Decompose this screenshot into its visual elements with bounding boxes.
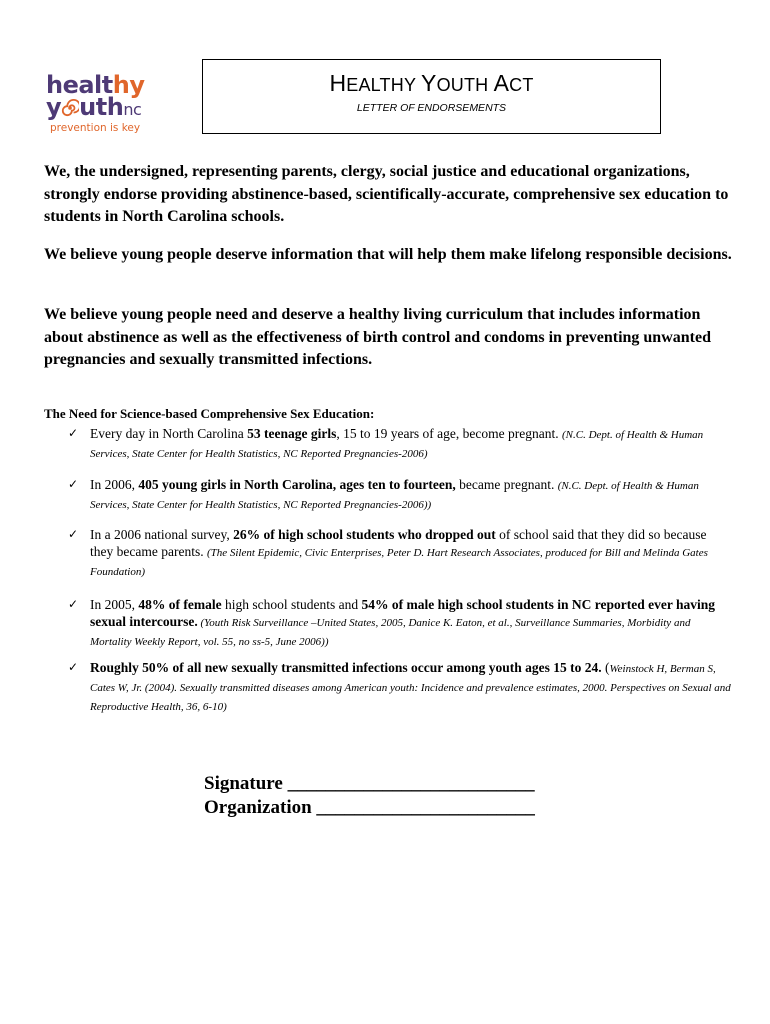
- logo-tagline: prevention is key: [50, 122, 141, 134]
- endorsement-paragraph: We, the undersigned, representing parents, clergy, social justice and educational organizations, strongly endorse providing abstinence-based, scientifically-accurate, comprehensive sex education to students in North Carolina schools.: [44, 163, 729, 225]
- statistic-text: Every day in North Carolina 53 teenage girls, 15 to 19 years of age, become pregnant. (N.C. Dept. of Health & Human Services, State Center for Health Statistics, NC Reported Pregnancies-2006): [90, 426, 704, 460]
- document-subtitle: LETTER OF ENDORSEMENTS: [356, 102, 507, 114]
- citation: (Youth Risk Surveillance –United States, 2005, Danice K. Eaton, et al., Surveillance Summaries, Morbidity and Mortality Weekly Report, vol. 55, no ss-5, June 2006)): [90, 617, 691, 648]
- logo-word-healthy: healthy: [46, 71, 145, 99]
- statistic-item: [68, 425, 732, 463]
- healthy-youth-nc-logo: [46, 73, 176, 137]
- statistic-text: In 2005, 48% of female high school students and 54% of male high school students in NC reported ever having sexual intercourse. (Youth Risk Surveillance –United States, 2005, Danice K. Eaton, et al., Surveillance Summaries, Morbidity and Mortality Weekly Report, vol. 55, no ss-5, June 2006)): [90, 597, 715, 648]
- swirl-icon: [61, 99, 79, 117]
- belief-paragraph-information: We believe young people deserve information that will help them make lifelong responsible decisions.: [44, 246, 732, 263]
- statistic-item: [68, 526, 732, 581]
- need-section-heading: The Need for Science-based Comprehensive Sex Education:: [44, 406, 375, 421]
- statistic-item: [68, 476, 732, 514]
- statistic-item: [68, 596, 732, 651]
- checkmark-icon: ✓: [68, 527, 79, 541]
- citation: Weinstock H, Berman S, Cates W, Jr. (2004). Sexually transmitted diseases among American youth: Incidence and prevalence estimates, 2000. Perspectives on Sexual and Reproductive Health, 36, 6-10): [90, 663, 731, 713]
- citation: (N.C. Dept. of Health & Human Services, State Center for Health Statistics, NC Reported Pregnancies-2006)): [90, 480, 699, 511]
- citation: (N.C. Dept. of Health & Human Services, State Center for Health Statistics, NC Reported Pregnancies-2006): [90, 429, 704, 460]
- checkmark-icon: ✓: [68, 426, 79, 440]
- document-title: HEALTHY YOUTH ACT: [329, 70, 534, 96]
- checkmark-icon: ✓: [68, 477, 79, 491]
- organization-line[interactable]: Organization _______________________: [204, 797, 535, 818]
- checkmark-icon: ✓: [68, 597, 79, 611]
- citation: (The Silent Epidemic, Civic Enterprises, Peter D. Hart Research Associates, produced for Bill and Melinda Gates Foundation): [90, 547, 708, 578]
- statistic-text: Roughly 50% of all new sexually transmitted infections occur among youth ages 15 to 24. (Weinstock H, Berman S, Cates W, Jr. (2004). Sexually transmitted diseases among American youth: Incidence and prevalence estimates, 2000. Perspectives on Sexual and Reproductive Health, 36, 6-10): [90, 660, 731, 713]
- checkmark-icon: ✓: [68, 660, 79, 674]
- title-box: [202, 59, 661, 134]
- statistic-text: In 2006, 405 young girls in North Carolina, ages ten to fourteen, became pregnant. (N.C. Dept. of Health & Human Services, State Center for Health Statistics, NC Reported Pregnancies-2006)): [90, 477, 699, 511]
- statistic-text: In a 2006 national survey, 26% of high school students who dropped out of school said that they did so because they became parents. (The Silent Epidemic, Civic Enterprises, Peter D. Hart Research Associates, produced for Bill and Melinda Gates Foundation): [90, 527, 708, 578]
- statistic-item: [68, 659, 732, 716]
- signature-line[interactable]: Signature __________________________: [204, 773, 535, 794]
- belief-paragraph-curriculum: We believe young people need and deserve a healthy living curriculum that includes information about abstinence as well as the effectiveness of birth control and condoms in preventing unwanted pregnancies and sexually transmitted infections.: [44, 306, 711, 368]
- logo-nc: nc: [123, 100, 142, 119]
- logo-word-youth: y uthnc: [46, 93, 142, 121]
